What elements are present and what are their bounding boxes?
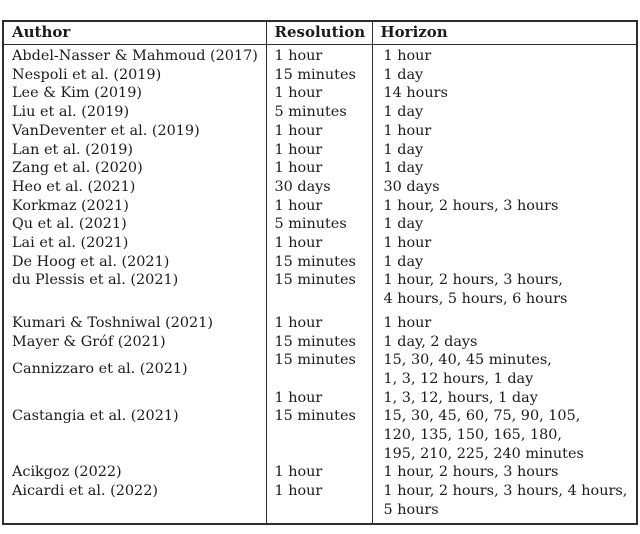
author-cell: du Plessis et al. (2021)	[12, 272, 179, 289]
horizon-cell: 1 day	[372, 159, 637, 178]
horizon-cell: 14 hours	[372, 84, 637, 103]
table-row	[3, 482, 637, 523]
resolution-cell: 1 hour	[266, 463, 372, 482]
horizon-cell: 1 day	[372, 66, 637, 85]
resolution-cell: 1 hour	[266, 84, 372, 103]
table-header	[3, 21, 637, 45]
author-cell: Korkmaz (2021)	[12, 197, 129, 214]
author-cell: Qu et al. (2021)	[12, 216, 127, 233]
horizon-cell: 1 hour	[372, 234, 637, 253]
horizon-cell: 1 day	[372, 103, 637, 122]
table-row	[3, 66, 637, 85]
table-row	[3, 122, 637, 141]
resolution-cell: 15 minutes	[266, 351, 372, 388]
table-row	[3, 84, 637, 103]
literature-review-table	[2, 20, 638, 525]
horizon-cell: 30 days	[372, 178, 637, 197]
author-cell: Kumari & Toshniwal (2021)	[12, 314, 213, 331]
resolution-cell: 15 minutes	[266, 66, 372, 85]
table-row	[3, 197, 637, 216]
horizon-line: 15, 30, 45, 60, 75, 90, 105,	[383, 408, 581, 425]
table-row	[3, 159, 637, 178]
horizon-line: 1 hour, 2 hours, 3 hours,	[383, 272, 563, 289]
horizon-cell: 1 day, 2 days	[372, 333, 637, 352]
horizon-line: 195, 210, 225, 240 minutes	[383, 445, 584, 462]
author-cell: Lee & Kim (2019)	[12, 85, 142, 102]
header-row	[3, 21, 637, 45]
resolution-cell: 15 minutes	[266, 271, 372, 308]
author-cell: Aicardi et al. (2022)	[12, 483, 158, 500]
table-row	[3, 178, 637, 197]
author-cell: Mayer & Gróf (2021)	[12, 333, 166, 350]
author-cell: Acikgoz (2022)	[12, 464, 122, 481]
horizon-cell: 1 hour, 2 hours, 3 hours	[372, 197, 637, 216]
author-cell: Nespoli et al. (2019)	[12, 66, 162, 83]
resolution-cell: 1 hour	[266, 482, 372, 523]
column-header-resolution: Resolution	[266, 21, 372, 45]
horizon-line: 1 hour, 2 hours, 3 hours, 4 hours,	[383, 483, 628, 500]
resolution-cell: 1 hour	[266, 122, 372, 141]
table-row	[3, 253, 637, 272]
table-row	[3, 234, 637, 253]
resolution-cell: 15 minutes	[266, 253, 372, 272]
author-cell: De Hoog et al. (2021)	[12, 253, 170, 270]
horizon-cell: 1 day	[372, 253, 637, 272]
table-row	[3, 333, 637, 352]
horizon-line: 1, 3, 12 hours, 1 day	[383, 370, 534, 387]
resolution-cell: 15 minutes	[266, 333, 372, 352]
column-header-horizon: Horizon	[372, 21, 637, 45]
resolution-cell: 1 hour	[266, 197, 372, 216]
horizon-cell	[372, 482, 637, 523]
horizon-line: 5 hours	[383, 501, 439, 518]
resolution-cell: 15 minutes	[266, 407, 372, 463]
resolution-cell: 1 hour	[266, 141, 372, 160]
table-row	[3, 463, 637, 482]
horizon-cell	[372, 351, 637, 388]
table-row	[3, 103, 637, 122]
resolution-cell: 1 hour	[266, 45, 372, 66]
resolution-cell: 30 days	[266, 178, 372, 197]
author-cell: VanDeventer et al. (2019)	[12, 122, 200, 139]
horizon-cell	[372, 271, 637, 308]
resolution-cell: 1 hour	[266, 159, 372, 178]
author-cell: Liu et al. (2019)	[12, 104, 130, 121]
horizon-cell: 1 hour	[372, 45, 637, 66]
column-header-author: Author	[3, 21, 266, 45]
table-row	[3, 309, 637, 333]
table-row	[3, 271, 637, 308]
resolution-cell: 5 minutes	[266, 215, 372, 234]
horizon-line: 120, 135, 150, 165, 180,	[383, 427, 563, 444]
horizon-line: 4 hours, 5 hours, 6 hours	[383, 291, 568, 308]
horizon-cell: 1, 3, 12, hours, 1 day	[372, 389, 637, 408]
resolution-cell: 1 hour	[266, 389, 372, 408]
author-cell: Lan et al. (2019)	[12, 141, 134, 158]
table-row	[3, 141, 637, 160]
author-cell: Lai et al. (2021)	[12, 235, 129, 252]
horizon-cell: 1 day	[372, 141, 637, 160]
table-row	[3, 351, 637, 388]
author-cell: Zang et al. (2020)	[12, 160, 143, 177]
author-cell: Heo et al. (2021)	[12, 178, 136, 195]
table-row	[3, 215, 637, 234]
horizon-cell: 1 hour	[372, 122, 637, 141]
table-body	[3, 45, 637, 524]
table-row	[3, 407, 637, 463]
table-row	[3, 45, 637, 66]
resolution-cell: 1 hour	[266, 309, 372, 333]
author-cell: Castangia et al. (2021)	[12, 408, 179, 425]
author-cell: Abdel-Nasser & Mahmoud (2017)	[12, 48, 258, 64]
horizon-cell: 1 hour	[372, 309, 637, 333]
horizon-line: 15, 30, 40, 45 minutes,	[383, 352, 552, 369]
horizon-cell	[372, 407, 637, 463]
resolution-cell: 5 minutes	[266, 103, 372, 122]
horizon-cell: 1 day	[372, 215, 637, 234]
horizon-cell: 1 hour, 2 hours, 3 hours	[372, 463, 637, 482]
author-cell: Cannizzaro et al. (2021)	[12, 361, 188, 378]
resolution-cell: 1 hour	[266, 234, 372, 253]
